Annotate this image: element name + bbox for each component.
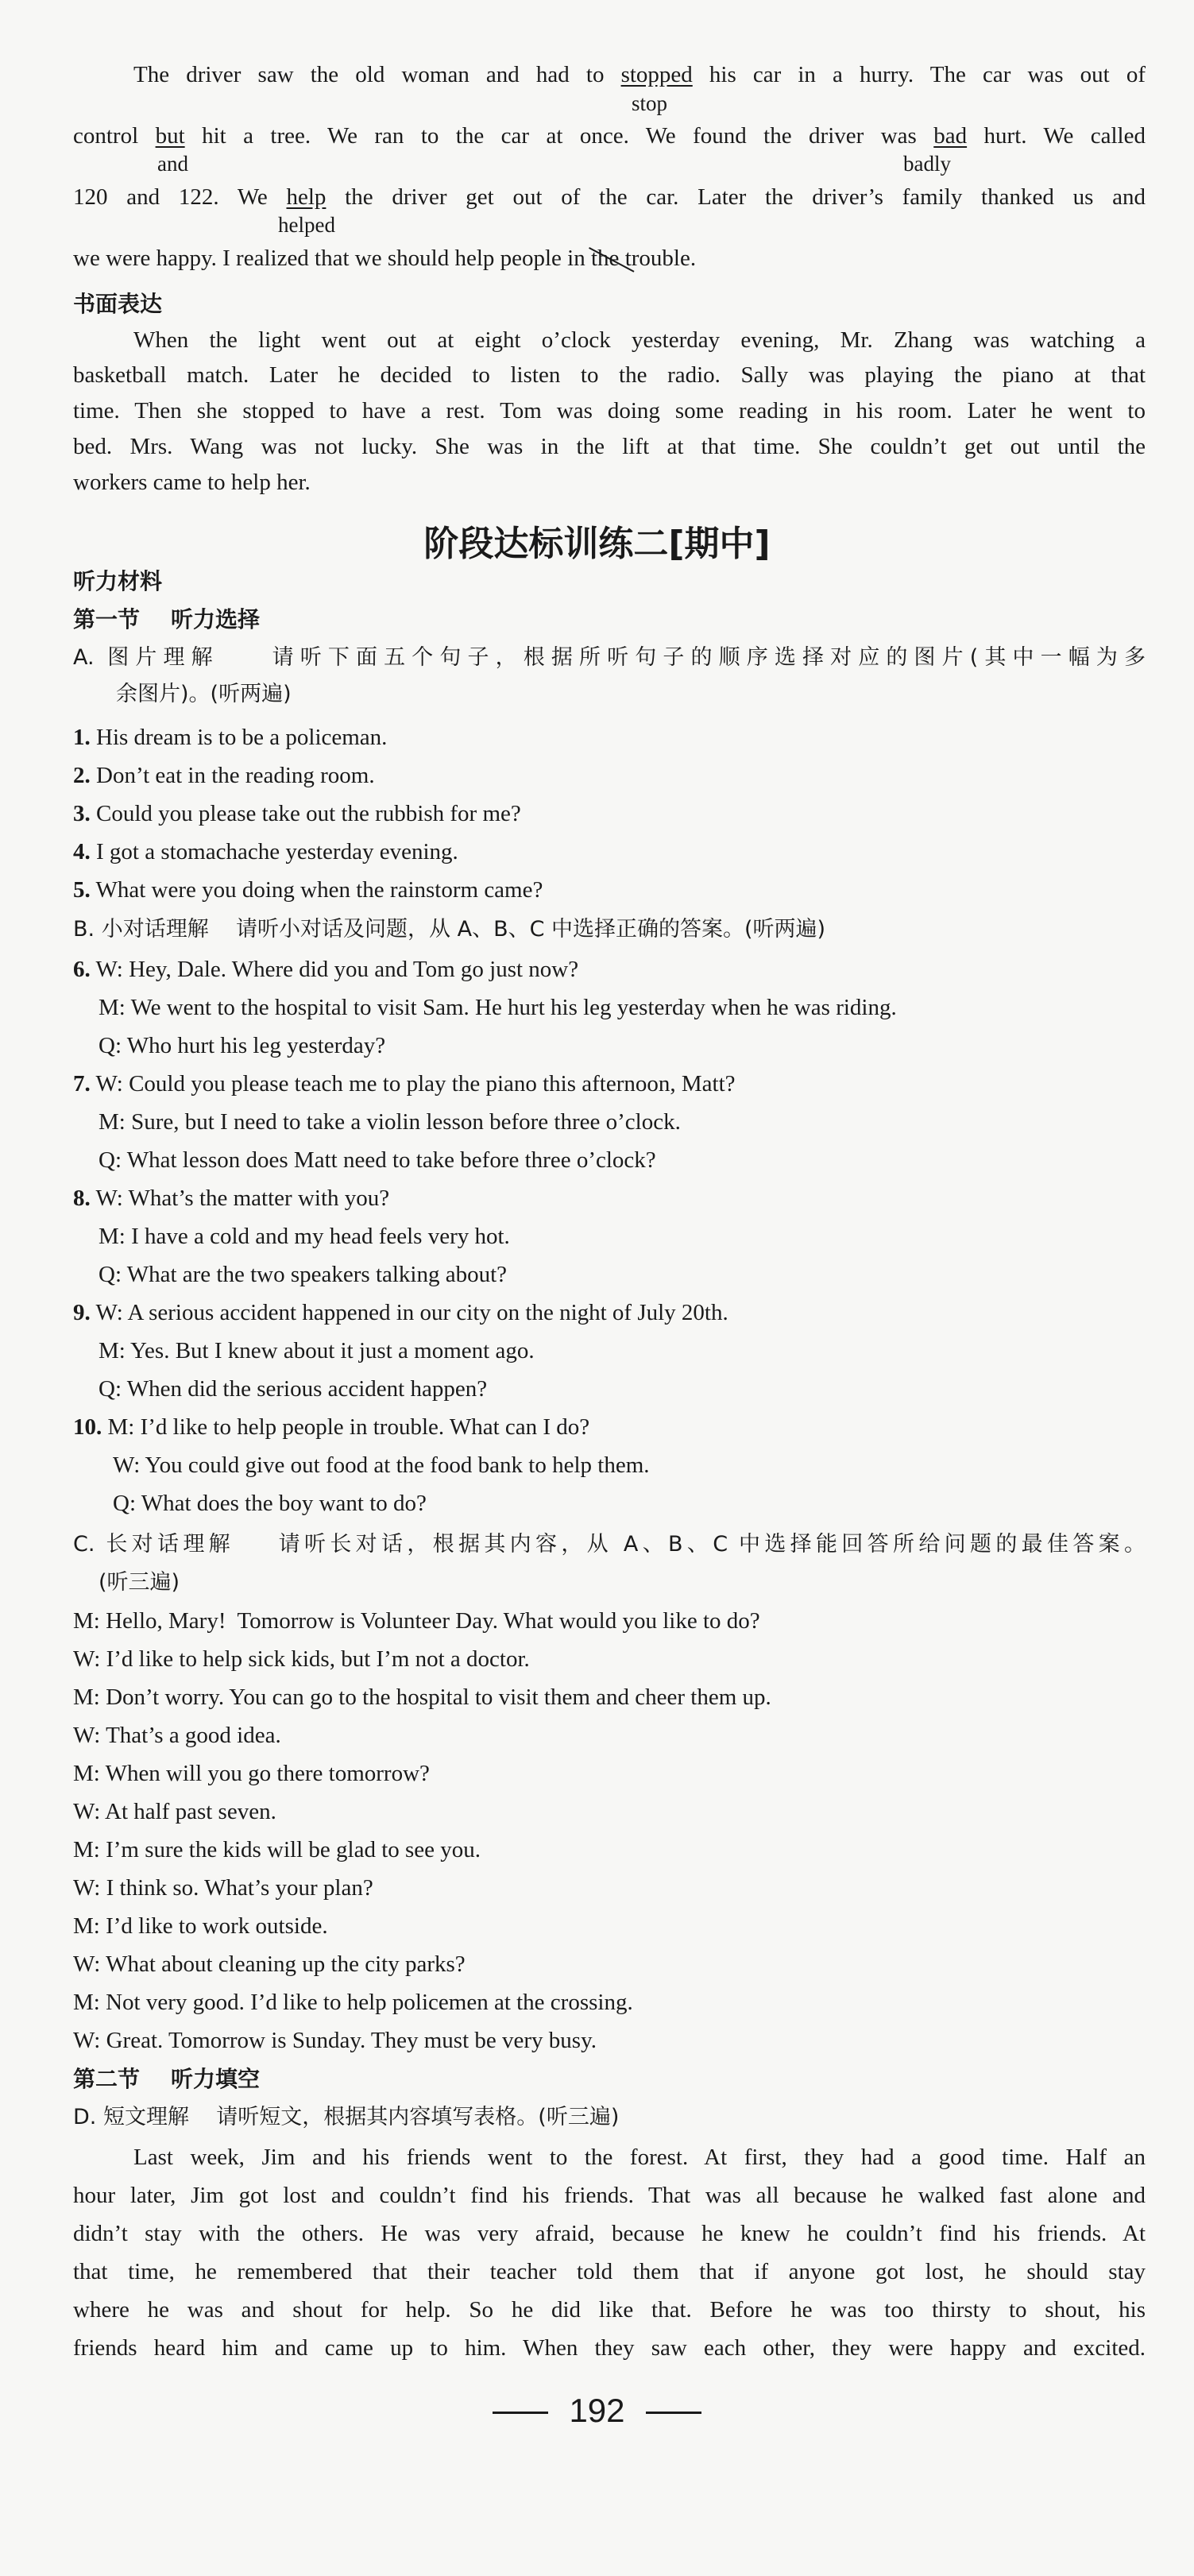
dialog-line: W: Great. Tomorrow is Sunday. They must be very busy.	[73, 2028, 597, 2053]
item-number: 6.	[73, 957, 91, 982]
dialog-line: M: Hello, Mary! Tomorrow is Volunteer Day. What would you like to do?	[73, 1608, 760, 1634]
passage-line: friends heard him and came up to him. When they saw each other, they were happy and excited.	[73, 2335, 1146, 2361]
dialog-line: Q: What does the boy want to do?	[113, 1491, 427, 1516]
dialog-line	[73, 1068, 1146, 1100]
dialog-line: M: We went to the hospital to visit Sam. He hurt his leg yesterday when he was riding.	[99, 995, 897, 1020]
text: hurt. We called	[967, 123, 1146, 149]
page-number-text: 192	[569, 2392, 625, 2429]
dialog-line: W: What about cleaning up the city parks?	[73, 1951, 466, 1977]
list-item	[73, 721, 1146, 753]
correction-line-3	[73, 181, 1146, 213]
text: trouble.	[619, 246, 697, 271]
part-instruction: C. 长对话理解 请听长对话，根据其内容，从 A、B、C 中选择能回答所给问题的最佳答案。	[73, 1532, 1146, 1557]
text: hit a tree. We ran to the car at once. We found the driver was	[184, 123, 934, 149]
item-number: 5.	[73, 877, 91, 903]
correction-fix: helped	[278, 213, 335, 237]
passage-line: that time, he remembered that their teacher told them that if anyone got lost, he should stay	[73, 2259, 1146, 2284]
dialog-line	[73, 1297, 1146, 1329]
page-number	[0, 2392, 1194, 2430]
correction-fix: badly	[903, 152, 951, 176]
text: control	[73, 123, 156, 149]
writing-line: When the light went out at eight o’clock yesterday evening, Mr. Zhang was watching a	[133, 327, 1146, 353]
dash-decoration	[646, 2412, 701, 2414]
item-text: W: Could you please teach me to play the piano this afternoon, Matt?	[90, 1071, 736, 1097]
passage-line: where he was and shout for help. So he did like that. Before he was too thirsty to shout, his	[73, 2297, 1146, 2323]
marked-word: bad	[933, 123, 968, 149]
dialog-line	[73, 1182, 1146, 1214]
correction-line-4	[73, 242, 1146, 274]
item-text: W: Hey, Dale. Where did you and Tom go just now?	[90, 957, 579, 982]
marked-word: help	[286, 184, 327, 210]
section-heading: 第二节 听力填空	[73, 2066, 260, 2092]
text: the driver get out of the car. Later the driver’s family thanked us and	[326, 184, 1146, 210]
dialog-line: W: I think so. What’s your plan?	[73, 1875, 373, 1901]
correction-fix: and	[157, 152, 188, 176]
correction-fix: stop	[632, 91, 668, 115]
item-number: 8.	[73, 1186, 91, 1211]
item-number: 2.	[73, 763, 91, 788]
part-instruction: A. 图片理解 请听下面五个句子，根据所听句子的顺序选择对应的图片(其中一幅为多	[73, 645, 1146, 670]
dialog-line: M: Don’t worry. You can go to the hospital to visit them and cheer them up.	[73, 1684, 771, 1710]
passage-line: didn’t stay with the others. He was very afraid, because he knew he couldn’t find his friends. At	[73, 2221, 1146, 2246]
passage-line: Last week, Jim and his friends went to the forest. At first, they had a good time. Half an	[133, 2145, 1146, 2170]
writing-line: basketball match. Later he decided to listen to the radio. Sally was playing the piano at that	[73, 362, 1146, 388]
item-text: W: What’s the matter with you?	[90, 1186, 390, 1211]
dialog-line: M: When will you go there tomorrow?	[73, 1761, 430, 1786]
dialog-line: M: I’d like to work outside.	[73, 1913, 328, 1939]
dialog-line: M: Sure, but I need to take a violin lesson before three o’clock.	[99, 1109, 681, 1135]
dialog-line	[73, 1411, 1146, 1443]
deleted-word: the	[591, 246, 620, 271]
dialog-line: Q: What are the two speakers talking about?	[99, 1262, 508, 1287]
part-instruction: D. 短文理解 请听短文，根据其内容填写表格。(听三遍)	[73, 2105, 620, 2129]
item-number: 1.	[73, 725, 91, 750]
section-heading: 书面表达	[73, 291, 163, 317]
item-number: 10.	[73, 1414, 102, 1440]
part-instruction: B. 小对话理解 请听小对话及问题，从 A、B、C 中选择正确的答案。(听两遍)	[73, 917, 826, 942]
list-item	[73, 760, 1146, 791]
text: The driver saw the old woman and had to	[133, 62, 621, 87]
item-number: 7.	[73, 1071, 91, 1097]
dialog-line: M: Not very good. I’d like to help policemen at the crossing.	[73, 1990, 633, 2015]
list-item	[73, 874, 1146, 906]
text: we were happy. I realized that we should help people in	[73, 246, 591, 271]
item-text: W: A serious accident happened in our city on the night of July 20th.	[90, 1300, 728, 1325]
dialog-line: W: At half past seven.	[73, 1799, 276, 1824]
item-text: What were you doing when the rainstorm came?	[90, 877, 543, 903]
writing-line: time. Then she stopped to have a rest. Tom was doing some reading in his room. Later he went to	[73, 398, 1146, 424]
part-instruction: 余图片)。(听两遍)	[116, 682, 292, 706]
item-number: 9.	[73, 1300, 91, 1325]
dash-decoration	[493, 2412, 548, 2414]
section-heading: 第一节 听力选择	[73, 606, 260, 632]
marked-word: stopped	[620, 62, 693, 87]
dialog-line: M: Yes. But I knew about it just a moment ago.	[99, 1338, 535, 1363]
section-heading: 听力材料	[73, 568, 163, 594]
text: 120 and 122. We	[73, 184, 287, 210]
item-text: His dream is to be a policeman.	[90, 725, 388, 750]
page-title: 阶段达标训练二[期中]	[423, 524, 771, 564]
dialog-line: M: I’m sure the kids will be glad to see you.	[73, 1837, 481, 1862]
dialog-line: M: I have a cold and my head feels very hot.	[99, 1224, 510, 1249]
dialog-line: W: You could give out food at the food bank to help them.	[113, 1452, 650, 1478]
item-text: Don’t eat in the reading room.	[90, 763, 375, 788]
dialog-line	[73, 953, 1146, 985]
dialog-line: W: I’d like to help sick kids, but I’m not a doctor.	[73, 1646, 530, 1672]
passage-line: hour later, Jim got lost and couldn’t find his friends. That was all because he walked fast alone and	[73, 2183, 1146, 2208]
dialog-line: Q: When did the serious accident happen?	[99, 1376, 488, 1402]
item-number: 3.	[73, 801, 91, 826]
correction-line-2	[73, 120, 1146, 152]
item-text: Could you please take out the rubbish for me?	[90, 801, 521, 826]
writing-line: workers came to help her.	[73, 470, 311, 495]
item-text: I got a stomachache yesterday evening.	[90, 839, 458, 864]
item-text: M: I’d like to help people in trouble. What can I do?	[102, 1414, 590, 1440]
writing-line: bed. Mrs. Wang was not lucky. She was in the lift at that time. She couldn’t get out until the	[73, 434, 1146, 459]
marked-word: but	[155, 123, 185, 149]
dialog-line: Q: What lesson does Matt need to take before three o’clock?	[99, 1147, 656, 1173]
item-number: 4.	[73, 839, 91, 864]
part-instruction: (听三遍)	[99, 1570, 180, 1595]
dialog-line: W: That’s a good idea.	[73, 1723, 281, 1748]
text: his car in a hurry. The car was out of	[692, 62, 1146, 87]
correction-line-1	[133, 59, 1146, 91]
list-item	[73, 836, 1146, 868]
list-item	[73, 798, 1146, 830]
dialog-line: Q: Who hurt his leg yesterday?	[99, 1033, 386, 1058]
